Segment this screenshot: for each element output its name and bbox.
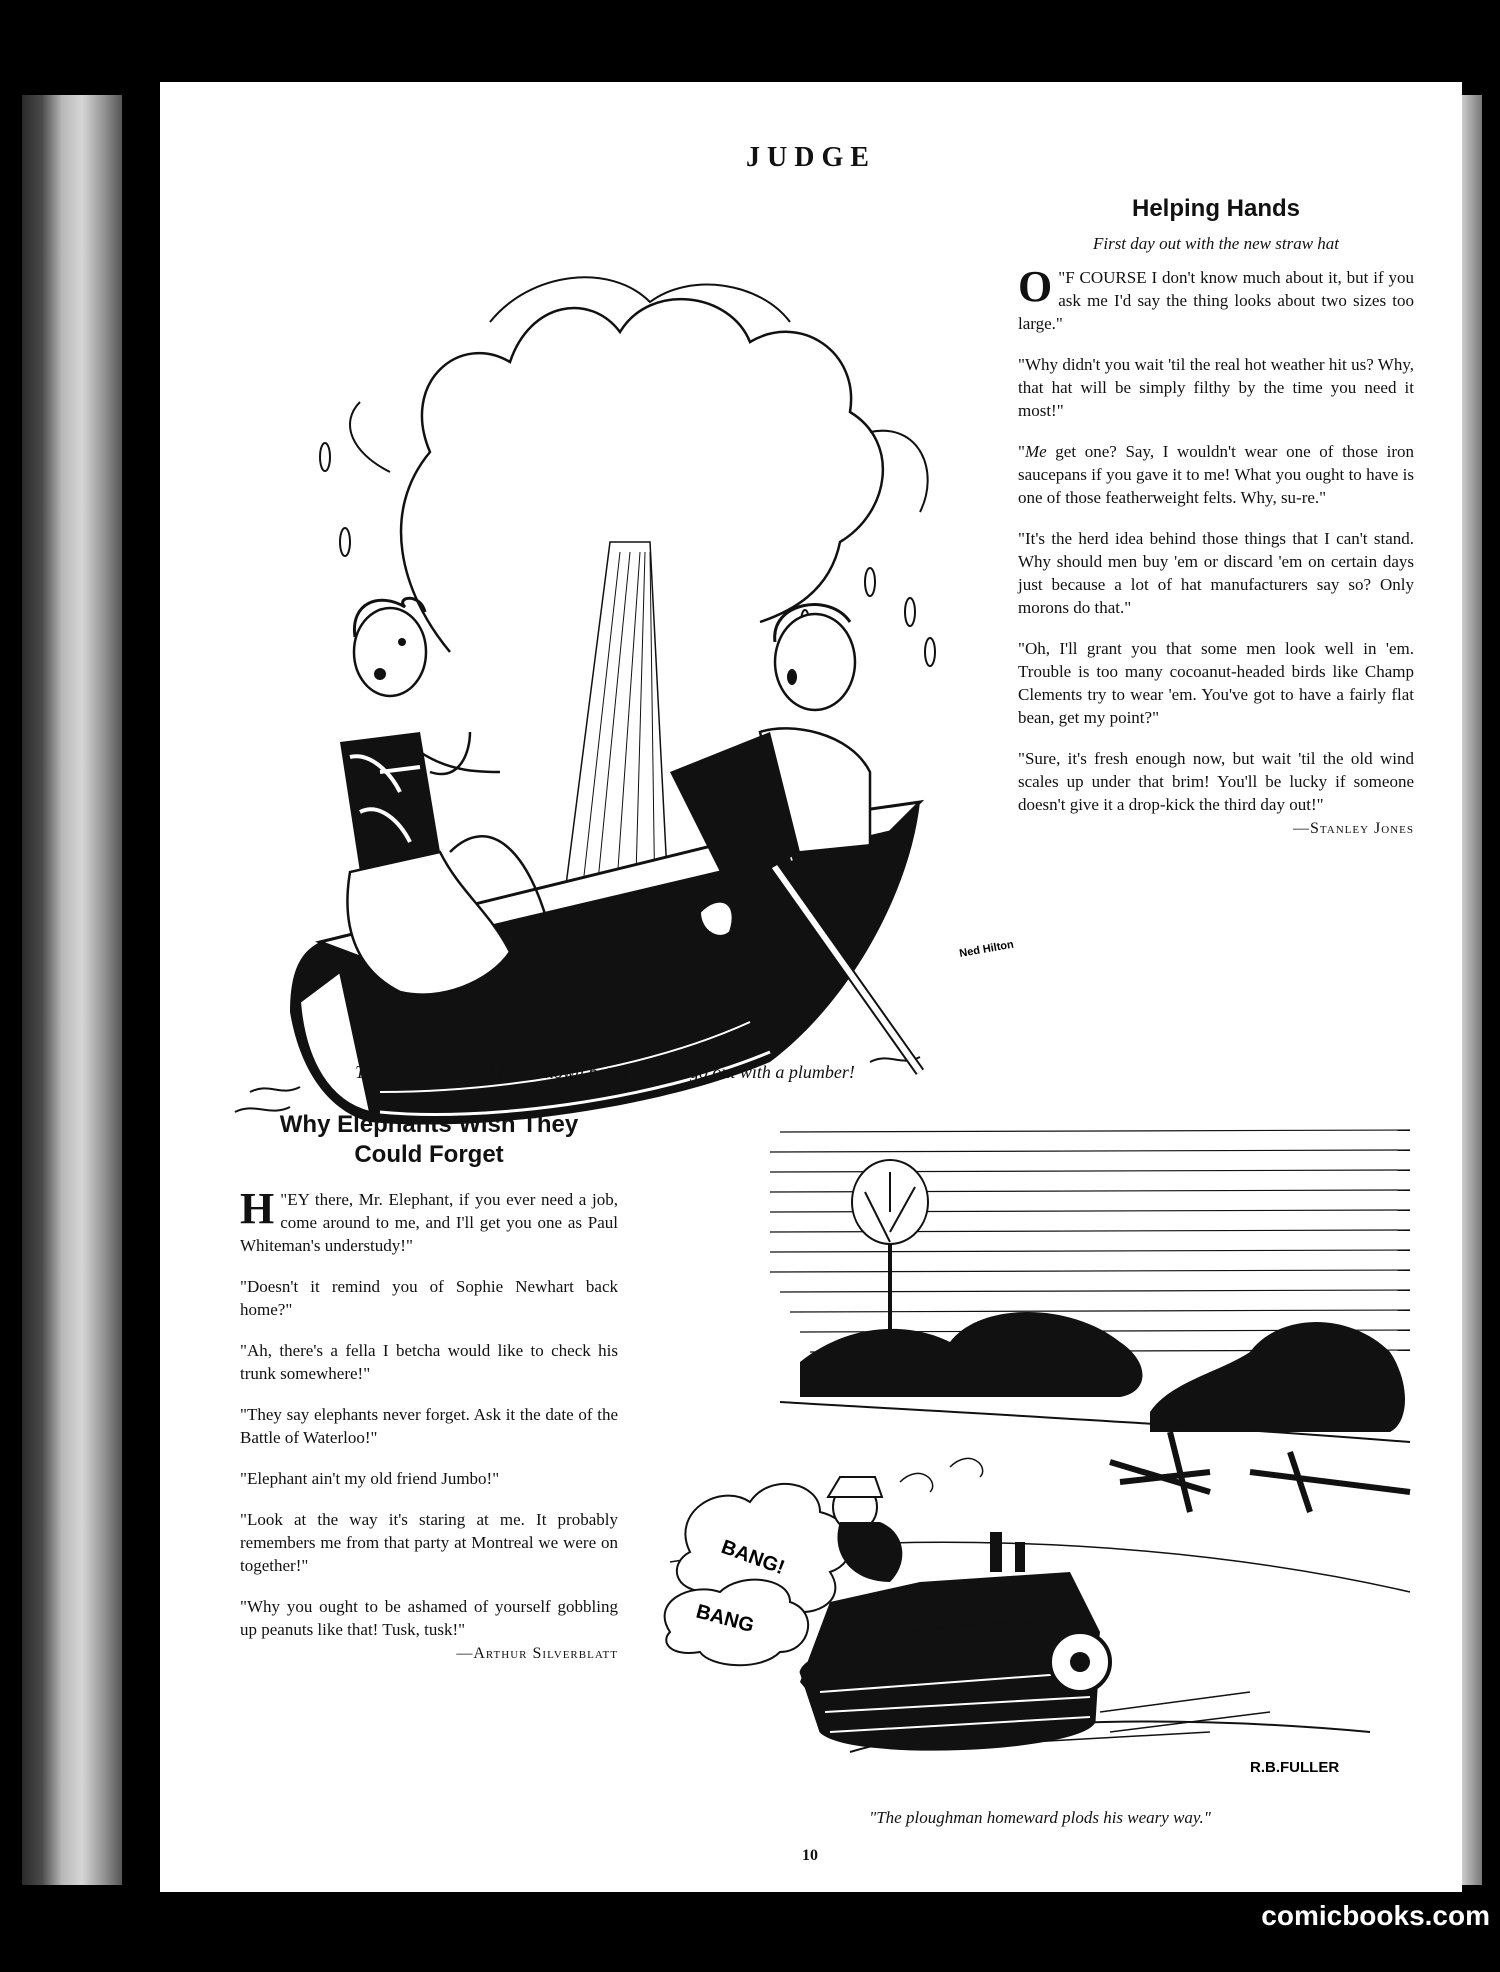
helping-hands-paragraph-3: "Me get one? Say, I wouldn't wear one of those iron saucepans if you gave it to me! What you ought to have is one of those featherweight felts. Why, su-re.": [1018, 442, 1414, 507]
book-edge-right: [1462, 95, 1482, 1885]
sound-effect-1: BANG!: [718, 1536, 788, 1580]
helping-hands-byline: —Stanley Jones: [1293, 820, 1414, 837]
boat-cartoon-illustration: [230, 212, 1015, 1142]
sound-effect-2: BANG: [693, 1600, 757, 1638]
caption-speaker: The Girl: [355, 1062, 420, 1082]
dropcap: O: [1018, 262, 1053, 311]
tractor-cartoon-signature: R.B.FULLER: [1250, 1759, 1340, 1776]
dropcap: H: [240, 1184, 275, 1233]
elephants-article: [240, 1110, 618, 1663]
helping-hands-paragraph-4: "It's the herd idea behind those things that I can't stand. Why should men buy 'em or discard 'em on certain days just because a lot of hat manufacturers say so? Only morons do that.": [1018, 529, 1414, 617]
elephants-paragraph-7: "Why you ought to be ashamed of yourself gobbling up peanuts like that! Tusk, tusk!": [240, 1597, 618, 1639]
elephants-paragraph-6: "Look at the way it's staring at me. It probably remembers me from that party at Montreal we were on together!": [240, 1510, 618, 1575]
elephants-paragraph-3: "Ah, there's a fella I betcha would like to check his trunk somewhere!": [240, 1341, 618, 1383]
elephants-title: Why Elephants Wish They Could Forget: [279, 1111, 579, 1168]
helping-hands-subtitle: First day out with the new straw hat: [1092, 234, 1340, 253]
elephants-paragraph-4: "They say elephants never forget. Ask it the date of the Battle of Waterloo!": [240, 1405, 618, 1447]
tractor-cartoon-caption: "The ploughman homeward plods his weary way.": [869, 1808, 1211, 1827]
tractor-cartoon-illustration: [650, 1112, 1430, 1802]
helping-hands-paragraph-5: "Oh, I'll grant you that some men look well in 'em. Trouble is too many cocoanut-headed birds like Champ Clements try to wear 'em. You've got to have a fairly flat bean, get my point?": [1018, 639, 1414, 727]
book-spine-left: [22, 95, 122, 1885]
boat-cartoon: [230, 212, 1015, 1142]
helping-hands-title: Helping Hands: [1131, 195, 1300, 222]
caption-text: —I should have known better than to go out with a plumber!: [419, 1062, 855, 1082]
page-number: 10: [802, 1847, 818, 1864]
boat-cartoon-caption: [220, 1062, 990, 1083]
site-watermark: comicbooks.com: [1261, 1900, 1490, 1931]
elephants-paragraph-5: "Elephant ain't my old friend Jumbo!": [240, 1469, 500, 1488]
elephants-byline: —Arthur Silverblatt: [456, 1645, 618, 1662]
elephants-paragraph-1: " H EY there, Mr. Elephant, if you ever need a job, come around to me, and I'll get you one as Paul Whiteman's understudy!": [240, 1184, 618, 1255]
boat-cartoon-signature: Ned Hilton: [958, 938, 1015, 960]
elephants-paragraph-2: "Doesn't it remind you of Sophie Newhart back home?": [240, 1277, 618, 1319]
helping-hands-paragraph-6: "Sure, it's fresh enough now, but wait 'til the old wind scales up under that brim! You'll be lucky if someone doesn't give it a drop-kick the third day out!": [1018, 749, 1414, 814]
masthead: JUDGE: [746, 142, 876, 173]
helping-hands-paragraph-1: " O F COURSE I don't know much about it, but if you ask me I'd say the thing looks about two sizes too large.": [1018, 262, 1414, 333]
helping-hands-paragraph-2: "Why didn't you wait 'til the real hot weather hit us? Why, that hat will be simply filthy by the time you need it most!": [1018, 355, 1414, 420]
tractor-cartoon: [650, 1112, 1430, 1802]
magazine-page: [160, 82, 1462, 1892]
helping-hands-article: [1018, 194, 1414, 838]
